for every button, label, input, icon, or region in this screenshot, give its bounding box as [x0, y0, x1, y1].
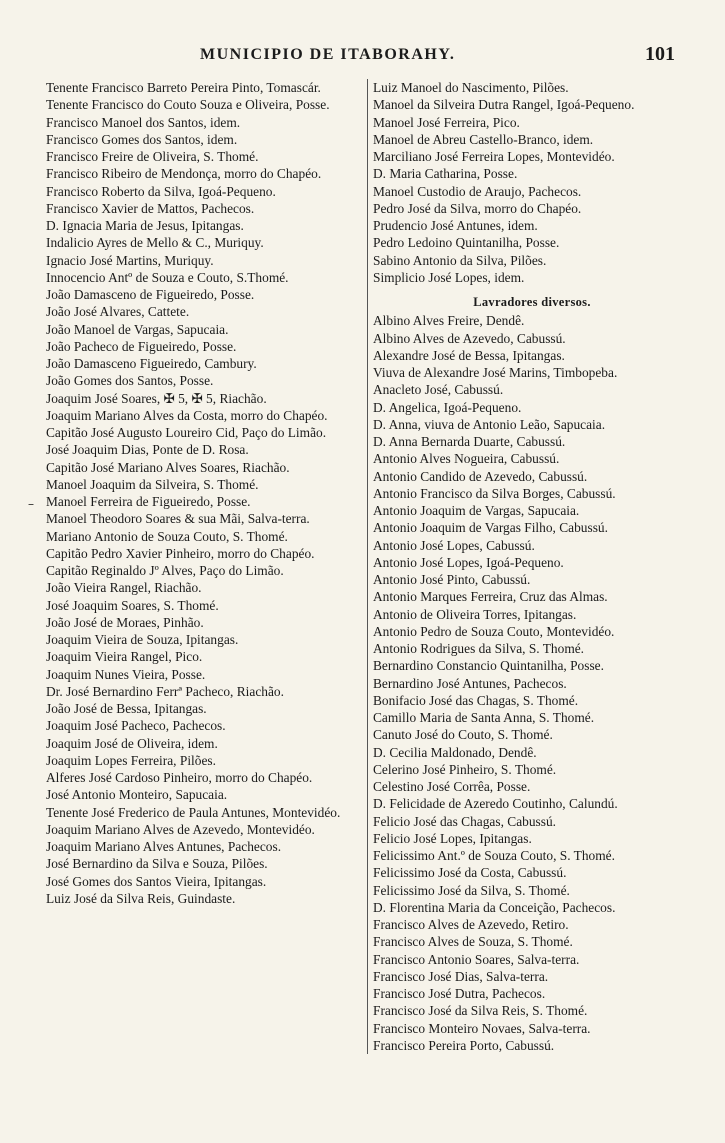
- directory-entry: Francisco Alves de Azevedo, Retiro.: [373, 917, 569, 932]
- directory-entry: Indalicio Ayres de Mello & C., Muriquy.: [46, 235, 264, 251]
- directory-entry: Canuto José do Couto, S. Thomé.: [373, 727, 553, 743]
- directory-entry: Tenente Francisco do Couto Souza e Oliveira, Posse.: [46, 97, 330, 113]
- directory-entry: Antonio de Oliveira Torres, Ipitangas.: [373, 606, 577, 622]
- directory-entry: Joaquim Nunes Vieira, Posse.: [46, 666, 206, 682]
- page-header: [0, 43, 725, 72]
- directory-entry: José Gomes dos Santos Vieira, Ipitangas.: [46, 873, 267, 889]
- directory-entry: D. Maria Catharina, Posse.: [373, 166, 518, 182]
- directory-entry: Manoel Joaquim da Silveira, S. Thomé.: [46, 476, 259, 492]
- directory-entry: Sabino Antonio da Silva, Pilões.: [373, 252, 547, 268]
- directory-entry: Pedro José da Silva, morro do Chapéo.: [373, 200, 582, 216]
- directory-entry: D. Anna, viuva de Antonio Leão, Sapucaia.: [373, 416, 606, 432]
- directory-entry: Dr. José Bernardino Ferrª Pacheco, Riachão.: [46, 683, 284, 699]
- directory-entry: Pedro Ledoino Quintanilha, Posse.: [373, 235, 560, 251]
- directory-entry: Celerino José Pinheiro, S. Thomé.: [373, 761, 557, 777]
- directory-entry: Innocencio Antº de Souza e Couto, S.Thomé.: [46, 269, 289, 285]
- directory-entry: Joaquim Mariano Alves da Costa, morro do Chapéo.: [46, 407, 328, 423]
- directory-entry: Capitão José Mariano Alves Soares, Riachão.: [46, 459, 290, 475]
- directory-entry: Francisco Xavier de Mattos, Pachecos.: [46, 200, 255, 216]
- directory-entry: Antonio Marques Ferreira, Cruz das Almas.: [373, 589, 608, 605]
- directory-entry: Felicissimo Ant.º de Souza Couto, S. Thomé.: [373, 848, 615, 863]
- directory-entry: Celestino José Corrêa, Posse.: [373, 779, 531, 794]
- directory-entry: Francisco Pereira Porto, Cabussú.: [373, 1037, 555, 1053]
- directory-entry: Felicio José Lopes, Ipitangas.: [373, 830, 532, 846]
- right-column: [367, 79, 691, 1054]
- directory-entry: Antonio Joaquim de Vargas, Sapucaia.: [373, 503, 580, 518]
- directory-entry: Joaquim Lopes Ferreira, Pilões.: [46, 752, 216, 768]
- directory-entry: Francisco Gomes dos Santos, idem.: [46, 131, 238, 147]
- directory-entry: Antonio Rodrigues da Silva, S. Thomé.: [373, 641, 585, 656]
- directory-entry: Francisco Antonio Soares, Salva-terra.: [373, 951, 580, 967]
- directory-entry: Manoel José Ferreira, Pico.: [373, 114, 520, 130]
- directory-entry: D. Felicidade de Azeredo Coutinho, Calundú.: [373, 796, 618, 812]
- directory-entry: Francisco Monteiro Novaes, Salva-terra.: [373, 1020, 591, 1036]
- directory-entry: Antonio José Lopes, Cabussú.: [373, 537, 535, 553]
- directory-entry: Luiz Manoel do Nascimento, Pilões.: [373, 80, 569, 95]
- directory-entry: José Joaquim Dias, Ponte de D. Rosa.: [46, 442, 249, 458]
- directory-entry: Antonio Alves Nogueira, Cabussú.: [373, 451, 560, 467]
- directory-entry: João Gomes dos Santos, Posse.: [46, 373, 214, 389]
- directory-entry: Alexandre José de Bessa, Ipitangas.: [373, 347, 565, 363]
- directory-entry: João Manoel de Vargas, Sapucaia.: [46, 321, 229, 337]
- directory-entry: Albino Alves Freire, Dendê.: [373, 313, 525, 329]
- directory-entry: Felicio José das Chagas, Cabussú.: [373, 813, 556, 829]
- directory-entry: Francisco José Dutra, Pachecos.: [373, 986, 546, 1001]
- directory-entry: D. Anna Bernarda Duarte, Cabussú.: [373, 434, 566, 449]
- directory-entry: Antonio Joaquim de Vargas Filho, Cabussú.: [373, 520, 608, 536]
- directory-entry: Antonio Candido de Azevedo, Cabussú.: [373, 468, 588, 484]
- directory-entry: Albino Alves de Azevedo, Cabussú.: [373, 330, 566, 346]
- directory-entry: Joaquim José Soares, ✠ 5, ✠ 5, Riachão.: [46, 390, 267, 406]
- section-heading-lavradores: Lavradores diversos.: [473, 295, 591, 309]
- directory-entry: Manoel de Abreu Castello-Branco, idem.: [373, 131, 594, 147]
- directory-entry: Ignacio José Martins, Muriquy.: [46, 252, 214, 268]
- directory-entry: João Vieira Rangel, Riachão.: [46, 580, 202, 596]
- directory-entry: D. Florentina Maria da Conceição, Pachecos.: [373, 899, 616, 915]
- directory-entry: Joaquim Mariano Alves Antunes, Pachecos.: [46, 839, 282, 854]
- directory-entry: Joaquim Vieira Rangel, Pico.: [46, 649, 203, 665]
- directory-entry: Bernardino Constancio Quintanilha, Posse.: [373, 658, 604, 674]
- directory-entry: Mariano Antonio de Souza Couto, S. Thomé.: [46, 528, 288, 544]
- directory-entry: Francisco José da Silva Reis, S. Thomé.: [373, 1003, 588, 1019]
- directory-entry: Joaquim Mariano Alves de Azevedo, Montevidéo.: [46, 821, 315, 837]
- directory-entry: Francisco Roberto da Silva, Igoá-Pequeno.: [46, 183, 276, 199]
- directory-entry: Manoel da Silveira Dutra Rangel, Igoá-Pequeno.: [373, 97, 635, 113]
- page-title: MUNICIPIO DE ITABORAHY.: [200, 46, 456, 63]
- directory-entry: Capitão José Augusto Loureiro Cid, Paço do Limão.: [46, 425, 327, 440]
- directory-entry: Capitão Reginaldo Jº Alves, Paço do Limão.: [46, 563, 284, 578]
- directory-entry: Alferes José Cardoso Pinheiro, morro do Chapéo.: [46, 770, 313, 785]
- page-number: 101: [645, 43, 675, 65]
- directory-entry: D. Angelica, Igoá-Pequeno.: [373, 399, 522, 415]
- directory-entry: Francisco Ribeiro de Mendonça, morro do Chapéo.: [46, 166, 322, 182]
- directory-entry: João Pacheco de Figueiredo, Posse.: [46, 338, 237, 354]
- directory-entry: Felicissimo José da Costa, Cabussú.: [373, 865, 567, 881]
- directory-entry: Felicissimo José da Silva, S. Thomé.: [373, 882, 570, 898]
- directory-entry: José Bernardino da Silva e Souza, Pilões.: [46, 856, 268, 872]
- directory-entry: Joaquim José Pacheco, Pachecos.: [46, 718, 226, 734]
- right-column-lavradores-list: [373, 312, 691, 1054]
- directory-entry: Antonio José Pinto, Cabussú.: [373, 572, 531, 587]
- directory-entry: Manoel Theodoro Soares & sua Mãi, Salva-terra.: [46, 511, 310, 527]
- directory-entry: Manoel Custodio de Araujo, Pachecos.: [373, 183, 582, 199]
- directory-entry: Anacleto José, Cabussú.: [373, 382, 504, 398]
- directory-entry: Camillo Maria de Santa Anna, S. Thomé.: [373, 710, 595, 725]
- directory-entry: Francisco Freire de Oliveira, S. Thomé.: [46, 149, 259, 164]
- left-column: [46, 79, 362, 907]
- directory-entry: José Antonio Monteiro, Sapucaia.: [46, 787, 228, 803]
- directory-entry: Marciliano José Ferreira Lopes, Montevidéo.: [373, 149, 615, 164]
- directory-entry: João José de Moraes, Pinhão.: [46, 614, 204, 630]
- directory-entry: Antonio José Lopes, Igoá-Pequeno.: [373, 554, 564, 570]
- directory-entry: Prudencio José Antunes, idem.: [373, 218, 538, 233]
- directory-entry: João Damasceno Figueiredo, Cambury.: [46, 356, 257, 371]
- directory-entry: Simplicio José Lopes, idem.: [373, 269, 525, 285]
- directory-entry: Antonio Pedro de Souza Couto, Montevidéo.: [373, 623, 615, 639]
- directory-entry: Manoel Ferreira de Figueiredo, Posse.: [46, 494, 251, 509]
- directory-entry: D. Ignacia Maria de Jesus, Ipitangas.: [46, 218, 244, 233]
- directory-entry: João Damasceno de Figueiredo, Posse.: [46, 287, 255, 302]
- directory-entry: Luiz José da Silva Reis, Guindaste.: [46, 890, 236, 906]
- right-column-top-list: [373, 79, 691, 286]
- directory-entry: José Joaquim Soares, S. Thomé.: [46, 597, 219, 613]
- directory-entry: João José Alvares, Cattete.: [46, 304, 190, 320]
- directory-entry: Bernardino José Antunes, Pachecos.: [373, 675, 567, 691]
- directory-entry: João José de Bessa, Ipitangas.: [46, 701, 207, 716]
- directory-entry: Tenente Francisco Barreto Pereira Pinto, Tomascár.: [46, 80, 321, 95]
- directory-entry: Joaquim José de Oliveira, idem.: [46, 735, 218, 751]
- directory-entry: Joaquim Vieira de Souza, Ipitangas.: [46, 632, 239, 647]
- directory-entry: Bonifacio José das Chagas, S. Thomé.: [373, 692, 579, 708]
- directory-entry: Antonio Francisco da Silva Borges, Cabussú.: [373, 485, 616, 501]
- directory-entry: Viuva de Alexandre José Marins, Timbopeba.: [373, 365, 618, 380]
- directory-entry: D. Cecilia Maldonado, Dendê.: [373, 744, 537, 760]
- margin-mark: –: [28, 497, 34, 511]
- directory-entry: Francisco Alves de Souza, S. Thomé.: [373, 934, 573, 950]
- directory-entry: Francisco Manoel dos Santos, idem.: [46, 114, 241, 130]
- directory-entry: Francisco José Dias, Salva-terra.: [373, 968, 549, 984]
- directory-entry: Capitão Pedro Xavier Pinheiro, morro do Chapéo.: [46, 545, 315, 561]
- directory-entry: Tenente José Frederico de Paula Antunes, Montevidéo.: [46, 804, 341, 820]
